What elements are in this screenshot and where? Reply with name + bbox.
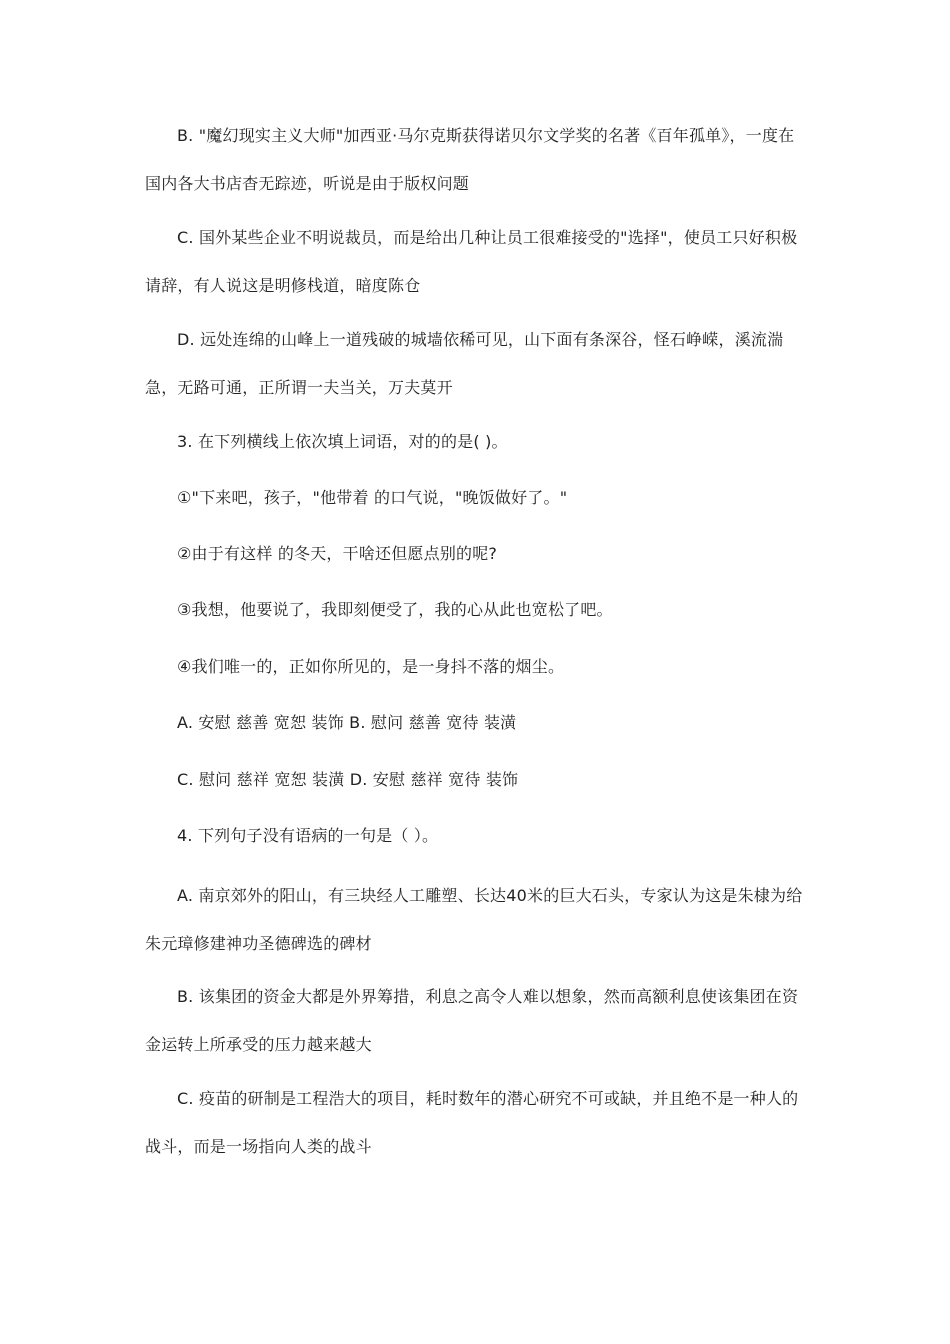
q2-option-d: D. 远处连绵的山峰上一道残破的城墙依稀可见，山下面有条深谷，怪石峥嵘，溪流湍急，无路可通，正所谓一夫当关，万夫莫开 (145, 330, 784, 397)
q3-item-4: ④我们唯一的，正如你所见的，是一身抖不落的烟尘。 (177, 657, 565, 676)
q4-stem: 4. 下列句子没有语病的一句是（ ）。 (177, 826, 439, 845)
q2-option-b: B. "魔幻现实主义大师"加西亚·马尔克斯获得诺贝尔文学奖的名著《百年孤单》，一度在国内各大书店杳无踪迹，听说是由于版权问题 (145, 126, 795, 193)
q3-item-3: ③我想，他要说了，我即刻便受了，我的心从此也宽松了吧。 (177, 600, 613, 619)
q3-item-2: ②由于有这样 的冬天，干啥还但愿点别的呢? (177, 544, 498, 563)
q4-option-c: C. 疫苗的研制是工程浩大的项目，耗时数年的潜心研究不可或缺，并且绝不是一种人的战斗，而是一场指向人类的战斗 (145, 1089, 799, 1156)
q4-option-a: A. 南京郊外的阳山，有三块经人工雕塑、长达40米的巨大石头，专家认为这是朱棣为给朱元璋修建神功圣德碑选的碑材 (145, 886, 803, 953)
q3-item-1: ①"下来吧，孩子，"他带着 的口气说，"晚饭做好了。" (177, 488, 568, 507)
q3-options-cd: C. 慰问 慈祥 宽恕 装潢 D. 安慰 慈祥 宽待 装饰 (177, 770, 519, 789)
q4-option-b: B. 该集团的资金大都是外界筹措，利息之高令人难以想象，然而高额利息使该集团在资金运转上所承受的压力越来越大 (145, 987, 799, 1054)
q3-stem: 3. 在下列横线上依次填上词语，对的的是( )。 (177, 432, 508, 451)
q2-option-c: C. 国外某些企业不明说裁员，而是给出几种让员工很难接受的"选择"，使员工只好积极请辞，有人说这是明修栈道，暗度陈仓 (145, 228, 798, 295)
q3-options-ab: A. 安慰 慈善 宽恕 装饰 B. 慰问 慈善 宽待 装潢 (177, 713, 517, 732)
